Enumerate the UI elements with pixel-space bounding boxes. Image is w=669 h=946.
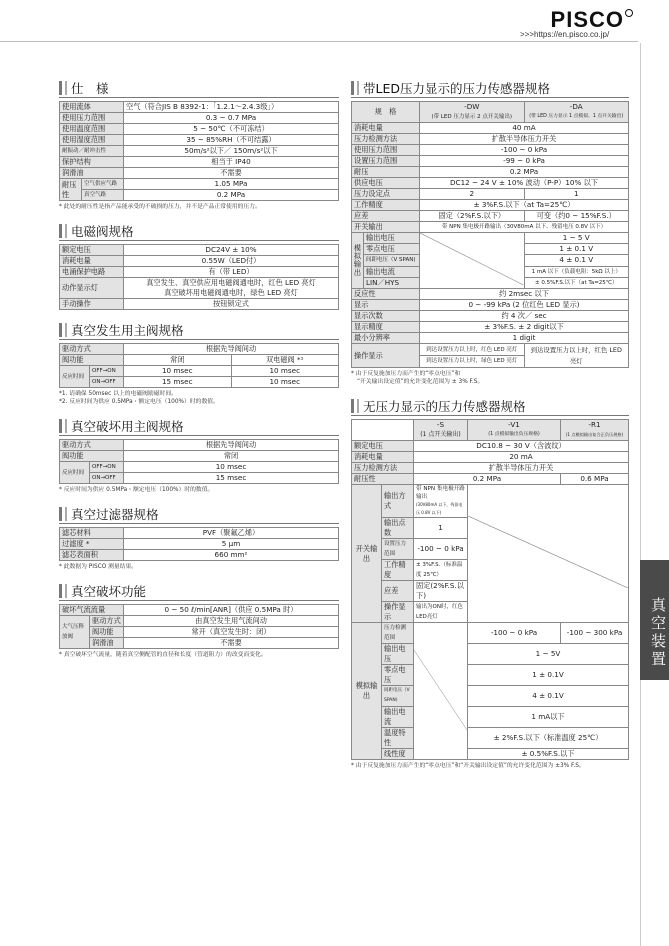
table-cell: 0 ~ -99 kPa (2 位红色 LED 显示): [420, 300, 629, 311]
table-cell: 反应时间: [60, 366, 90, 388]
led-sensor-table: [351, 101, 629, 368]
table-cell: 润滑油: [90, 638, 124, 649]
footnote: * 此数据为 PISCO 测量结果。: [59, 564, 138, 570]
table-cell: 10 msec: [124, 462, 339, 473]
table-cell: [352, 420, 414, 441]
table-cell: 间距电压（V SPAN): [382, 686, 414, 707]
table-cell: 到达设置压力以上时，红色 LED 亮灯 到达设置压力以上时，绿色 LED 亮灯: [420, 344, 524, 368]
table-cell: -V1 (1 点模拟输出负压规格): [468, 420, 561, 441]
table-cell: 消耗电量: [352, 452, 414, 463]
table-cell: 到达设置压力以上时，红色 LED 亮灯: [524, 344, 629, 368]
table-cell: ± 3%F.S.（标准温度 25℃）: [414, 560, 468, 581]
table-cell: 1 ~ 5V: [468, 644, 629, 665]
table-cell: 0.6 MPa: [561, 474, 629, 485]
table-cell: 额定电压: [352, 441, 414, 452]
table-cell: 压力检测范围: [382, 623, 414, 644]
footnote: * 由于反复施加压力而产生的“零点电压”和: [351, 371, 461, 377]
table-cell: 大气压释放阀: [60, 616, 90, 649]
table-cell: 操作显示: [352, 344, 420, 368]
table-cell: 输出点数: [382, 518, 414, 539]
vgen-table: [59, 343, 339, 388]
table-cell: 过滤度 *: [60, 539, 124, 550]
filter-section: [59, 504, 339, 571]
table-cell: 带 NPN 集电极开路输出（30V80mA 以下、残留电压 0.8V 以下）: [420, 222, 629, 233]
table-cell: 滤芯材料: [60, 528, 124, 539]
table-cell: LIN／HYS: [364, 277, 420, 288]
table-cell: 使用压力范围: [60, 113, 124, 124]
sidebar: [640, 43, 669, 946]
section-title: 真空发生用主阀规格: [59, 320, 339, 340]
table-cell: 4 ± 0.1V: [468, 686, 629, 707]
table-cell: 输出电压: [382, 644, 414, 665]
table-cell: DC10.8 ~ 30 V（含波纹）: [414, 441, 629, 452]
page-header: [0, 0, 669, 50]
footnote: *1. 请确保 50msec 以上的电磁阀励磁时间。: [59, 391, 177, 397]
table-cell: 空气（符合JIS B 8392-1：「1.2.1〜2.4.3级」）: [124, 102, 339, 113]
table-cell: -100 ~ 0 kPa: [468, 623, 561, 644]
vbreak-table: [59, 439, 339, 484]
table-cell: 50m/s²以下／ 150m/s²以下: [124, 146, 339, 157]
left-column: [59, 78, 339, 669]
table-cell: 压力设定点: [352, 189, 420, 200]
table-cell: 反应时间: [60, 462, 90, 484]
table-cell: 显示精度: [352, 322, 420, 333]
table-cell: -DW (带 LED 压力显示 2 点开关输出): [420, 102, 524, 123]
table-cell: 10 msec: [124, 366, 231, 377]
table-cell: 1 mA以下: [468, 707, 629, 728]
noled-sensor-table: [351, 419, 629, 760]
section-title: 仕 様: [59, 78, 339, 98]
table-cell: OFF→ON: [90, 462, 124, 473]
table-cell: 模拟输出: [352, 233, 364, 289]
section-title: 带LED压力显示的压力传感器规格: [351, 78, 629, 98]
table-cell: 真空气路: [82, 190, 124, 201]
table-cell: 开关输出: [352, 485, 382, 623]
footnote: *2. 反应时间为供应 0.5MPa・额定电压（100%）时的数值。: [59, 399, 219, 405]
na-cell: [468, 485, 629, 623]
table-cell: 使用湿度范围: [60, 135, 124, 146]
table-cell: 常闭: [124, 355, 231, 366]
vacuum-generation-valve-section: [59, 320, 339, 406]
noled-sensor-section: [351, 396, 629, 770]
table-cell: ± 3%F.S. ± 2 digit以下: [420, 322, 629, 333]
not-applicable-diagonal: [420, 233, 523, 285]
table-cell: 零点电压: [382, 665, 414, 686]
table-cell: 0.55W（LED付）: [124, 256, 339, 267]
table-cell: 输出方式: [382, 485, 414, 518]
table-cell: ± 0.5%F.S.以下（at Ta=25℃）: [524, 277, 629, 288]
table-cell: 模拟输出: [352, 623, 382, 760]
table-cell: 使用压力范围: [352, 145, 420, 156]
not-applicable-diagonal: [414, 650, 467, 730]
table-cell: 驱动方式: [90, 616, 124, 627]
na-cell: [420, 233, 524, 289]
table-cell: 工作精度: [382, 560, 414, 581]
table-cell: 固定(2%F.S.以下): [414, 581, 468, 602]
table-cell: 使用温度范围: [60, 124, 124, 135]
vacuum-break-valve-section: [59, 416, 339, 494]
table-cell: 40 mA: [420, 123, 629, 134]
table-cell: 反应性: [352, 289, 420, 300]
table-cell: 阀功能: [60, 355, 124, 366]
table-cell: 1 digit: [420, 333, 629, 344]
table-cell: DC24V ± 10%: [124, 245, 339, 256]
table-cell: 4 ± 0.1 V: [524, 255, 629, 266]
right-column: [351, 78, 629, 780]
table-cell: 耐振动／耐冲击性: [60, 146, 124, 157]
table-cell: 相当于 IP40: [124, 157, 339, 168]
table-cell: 耐压性: [60, 179, 82, 201]
registered-mark-icon: [625, 9, 633, 17]
table-cell: 1 ± 0.1V: [468, 665, 629, 686]
table-cell: 开关输出: [352, 222, 420, 233]
table-cell: 耐压: [352, 167, 420, 178]
table-cell: 输出电流: [382, 707, 414, 728]
table-cell: 10 msec: [231, 377, 339, 388]
table-cell: 动作显示灯: [60, 278, 124, 299]
table-cell: 不需要: [124, 168, 339, 179]
table-cell: 由真空发生用气流间动: [124, 616, 339, 627]
table-cell: 可变（约0 ~ 15%F.S.）: [524, 211, 629, 222]
table-cell: 0.2 MPa: [420, 167, 629, 178]
not-applicable-diagonal: [468, 516, 628, 588]
table-cell: 消耗电量: [60, 256, 124, 267]
table-cell: -S (1 点开关输出): [414, 420, 468, 441]
table-cell: 5 μm: [124, 539, 339, 550]
table-cell: 15 msec: [124, 473, 339, 484]
table-cell: DC12 ~ 24 V ± 10% 波动（P-P）10% 以下: [420, 178, 629, 189]
solenoid-table: [59, 244, 339, 310]
table-cell: -100 ~ 0 kPa: [420, 145, 629, 156]
table-cell: -100 ~ 0 kPa: [414, 539, 468, 560]
spec-section: [59, 78, 339, 211]
table-cell: 660 mm²: [124, 550, 339, 561]
website-url[interactable]: >>>https://en.pisco.co.jp/: [520, 30, 610, 39]
table-cell: 供应电压: [352, 178, 420, 189]
header-divider: [0, 41, 638, 42]
table-cell: 15 msec: [124, 377, 231, 388]
table-cell: 压力检测方法: [352, 134, 420, 145]
table-cell: 2: [420, 189, 524, 200]
table-cell: 工作精度: [352, 200, 420, 211]
table-cell: 显示次数: [352, 311, 420, 322]
footnote: * 真空破坏空气流量，随着真空侧配管的直径和长度（管道阻力）的改变而变化。: [59, 652, 267, 658]
led-line: 真空破坏用电磁阀通电时，绿色 LED 亮灯: [164, 288, 298, 297]
table-cell: 1 ~ 5 V: [524, 233, 629, 244]
section-title: 真空破坏功能: [59, 581, 339, 601]
table-cell: 不需要: [124, 638, 339, 649]
break-function-section: [59, 581, 339, 659]
table-cell: 驱动方式: [60, 344, 124, 355]
table-cell: 0 ~ 50 ℓ/min[ANR]（供应 0.5MPa 时）: [124, 605, 339, 616]
table-cell: 1 mA 以下（负载电阻：5kΩ 以上）: [524, 266, 629, 277]
table-cell: 电涌保护电路: [60, 267, 124, 278]
table-cell: 根据先导阀间动: [124, 344, 339, 355]
table-cell: 间距电压（V SPAN): [364, 255, 420, 266]
table-cell: 手动操作: [60, 299, 124, 310]
filter-table: [59, 527, 339, 561]
table-cell: 有（带 LED）: [124, 267, 339, 278]
table-cell: -99 ~ 0 kPa: [420, 156, 629, 167]
table-cell: 35 ~ 85%RH（不可结露）: [124, 135, 339, 146]
table-cell: 阀功能: [60, 451, 124, 462]
table-cell: 按钮锁定式: [124, 299, 339, 310]
table-cell: 1: [524, 189, 629, 200]
table-cell: 压力检测方法: [352, 463, 414, 474]
sidebar-tab-label: 真空装置: [640, 560, 669, 680]
table-cell: 润滑油: [60, 168, 124, 179]
table-cell: 1: [414, 518, 468, 539]
footnote: “开关输出设定值”的允许变化范围为 ± 3% F.S。: [357, 379, 484, 385]
table-cell: 常闭: [124, 451, 339, 462]
led-line: 真空发生、真空供应用电磁阀通电时，红色 LED 亮灯: [146, 278, 316, 287]
section-title: 电磁阀规格: [59, 221, 339, 241]
table-cell: 滤芯表面积: [60, 550, 124, 561]
table-cell: 0.3 ~ 0.7 MPa: [124, 113, 339, 124]
brand-logo: PISCO: [551, 7, 633, 33]
table-cell: 破坏气流流量: [60, 605, 124, 616]
table-cell: 0.2 MPa: [124, 190, 339, 201]
table-cell: -100 ~ 300 kPa: [561, 623, 629, 644]
table-cell: 阀功能: [90, 627, 124, 638]
table-cell: -DA (带 LED 压力显示 1 点模拟、1 点开关输出): [524, 102, 629, 123]
footnote: * 此处的耐压性是指产品能承受的不破损的压力，并不是产品正常使用的压力。: [59, 204, 261, 210]
table-cell: 额定电压: [60, 245, 124, 256]
table-cell: 空气供应气路: [82, 179, 124, 190]
table-cell: 显示: [352, 300, 420, 311]
table-cell: ± 3%F.S.以下（at Ta=25℃）: [420, 200, 629, 211]
table-cell: OFF→ON: [90, 366, 124, 377]
table-cell: 消耗电量: [352, 123, 420, 134]
table-cell: 双电磁阀 *¹: [231, 355, 339, 366]
table-cell: 20 mA: [414, 452, 629, 463]
table-cell: 带 NPN 集电极开路输出 (30V80mA 以下、残留电压 0.8V 以下): [414, 485, 468, 518]
table-cell: 扩散半导体压力开关: [414, 463, 629, 474]
table-cell: 最小分辨率: [352, 333, 420, 344]
section-title: 真空破坏用主阀规格: [59, 416, 339, 436]
table-cell: 输出电压: [364, 233, 420, 244]
table-cell: 设置压力范围: [382, 539, 414, 560]
table-cell: 10 msec: [231, 366, 339, 377]
footnote: * 反应时间为供应 0.5MPa・额定电压（100%）时的数值。: [59, 487, 214, 493]
table-cell: 输出电流: [364, 266, 420, 277]
table-cell: 根据先导阀间动: [124, 440, 339, 451]
table-cell: 耐压性: [352, 474, 414, 485]
table-cell: 应差: [382, 581, 414, 602]
section-title: 真空过滤器规格: [59, 504, 339, 524]
table-cell: 使用流体: [60, 102, 124, 113]
na-cell: [414, 623, 468, 760]
table-cell: 约 4 次／ sec: [420, 311, 629, 322]
table-cell: 扩散半导体压力开关: [420, 134, 629, 145]
footnote: * 由于反复施加压力而产生的“零点电压”和“开关输出设定值”的允许变化范围为 ±3% F.S。: [351, 763, 585, 769]
section-title: 无压力显示的压力传感器规格: [351, 396, 629, 416]
table-cell: 保护结构: [60, 157, 124, 168]
table-cell: 固定（2%F.S.以下）: [420, 211, 524, 222]
table-cell: ON→OFF: [90, 377, 124, 388]
table-cell: 操作显示: [382, 602, 414, 623]
table-cell: PVF（聚氟乙烯）: [124, 528, 339, 539]
table-cell: 设置压力范围: [352, 156, 420, 167]
table-cell: 驱动方式: [60, 440, 124, 451]
table-cell: 线性度: [382, 749, 414, 760]
table-cell: 约 2msec 以下: [420, 289, 629, 300]
table-cell: 输出为ON时，红色LED亮灯: [414, 602, 468, 623]
led-sensor-section: [351, 78, 629, 386]
table-cell: 零点电压: [364, 244, 420, 255]
table-cell: 规 格: [352, 102, 420, 123]
breakfn-table: [59, 604, 339, 649]
table-cell: 1 ± 0.1 V: [524, 244, 629, 255]
table-cell: 5 ~ 50℃（不可冻结）: [124, 124, 339, 135]
table-cell: 常开（真空发生时：闭）: [124, 627, 339, 638]
table-cell: [124, 278, 339, 299]
table-cell: 0.2 MPa: [414, 474, 561, 485]
solenoid-section: [59, 221, 339, 310]
table-cell: 应差: [352, 211, 420, 222]
table-cell: 温度特性: [382, 728, 414, 749]
table-cell: ± 0.5%F.S.以下: [468, 749, 629, 760]
spec-table: [59, 101, 339, 201]
table-cell: 1.05 MPa: [124, 179, 339, 190]
table-cell: ± 2%F.S.以下（标准温度 25℃）: [468, 728, 629, 749]
table-cell: ON→OFF: [90, 473, 124, 484]
table-cell: -R1 (1 点模拟输出复合正负压规格): [561, 420, 629, 441]
